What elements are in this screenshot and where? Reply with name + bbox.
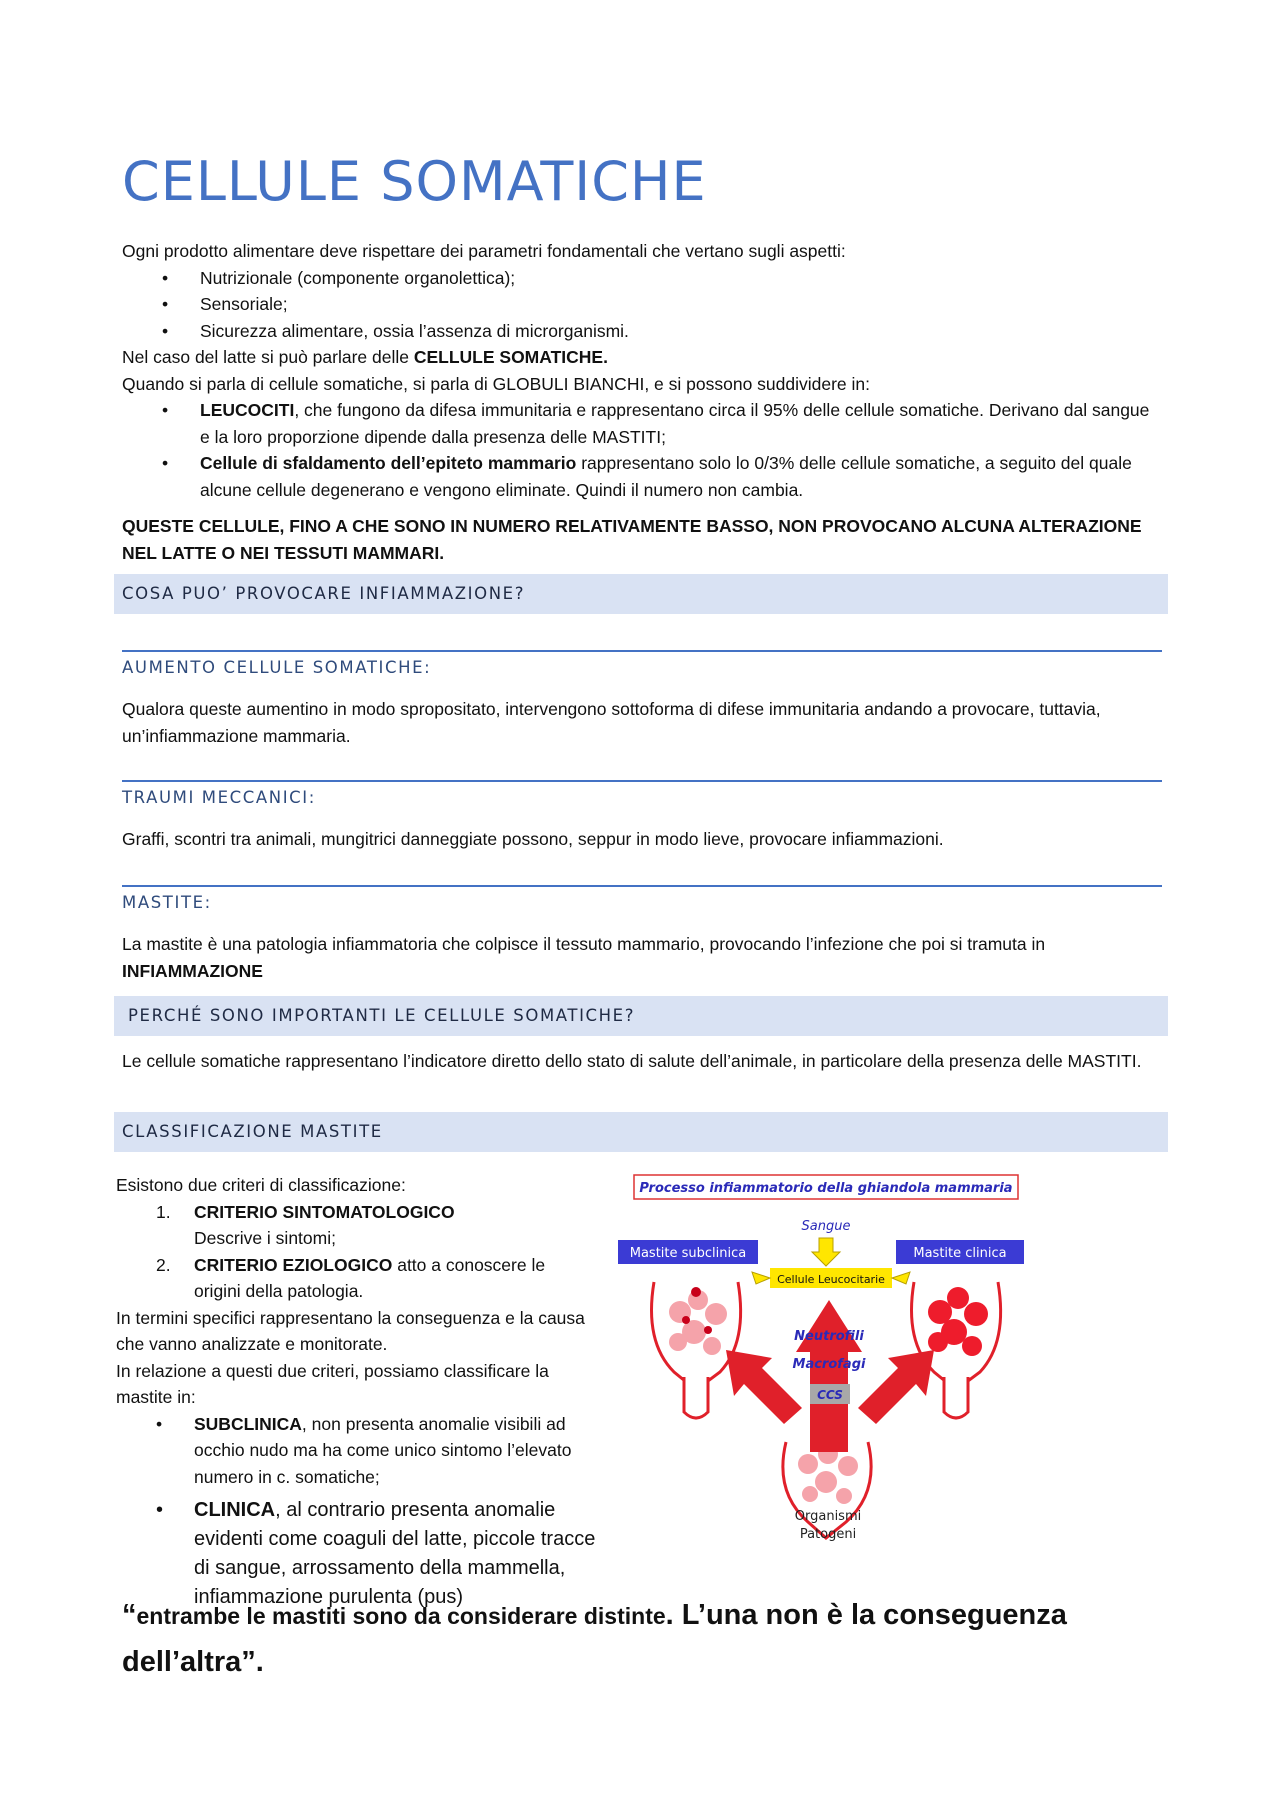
section-band-classification: CLASSIFICAZIONE MASTITE [114,1112,1168,1152]
list-item: • LEUCOCITI, che fungono da difesa immunitaria e rappresentano circa il 95% delle cellule somatiche. Derivano dal sangue e la loro proporzione dipende dalla presenza delle MASTITI; [122,397,1162,450]
importance-text: Le cellule somatiche rappresentano l’indicatore diretto dello stato di salute dell’animale, in particolare della presenza delle MASTITI. [122,1051,1142,1071]
label-ccs: CCS [817,1388,843,1402]
relation-paragraph: In relazione a questi due criteri, possiamo classificare la mastite in: [116,1360,549,1407]
label-patogeni: Patogeni [799,1527,857,1542]
classification-section [116,1172,596,1612]
types-list [122,397,1162,503]
subheading-mastite: MASTITE: [122,893,212,912]
bullet-icon: • [156,1499,164,1521]
section-divider [122,650,1162,652]
udder-right-icon [912,1282,1001,1418]
bullet-icon: • [162,267,169,288]
arrow-up-icon [796,1300,862,1452]
aspects-list [122,265,1162,345]
label-subclinica: Mastite subclinica [629,1246,747,1261]
subheading-aumento: AUMENTO CELLULE SOMATICHE: [122,658,432,677]
section-divider [122,780,1162,782]
list-item: 1. CRITERIO SINTOMATOLOGICO Descrive i sintomi; [156,1201,455,1248]
inflammation-diagram [614,1172,1054,1552]
list-item: • Nutrizionale (componente organolettica); [122,265,1162,292]
aumento-text: Qualora queste aumentino in modo spropositato, intervengono sottoforma di difese immunitaria andando a provocare, tuttavia, un’infiammazione mammaria. [122,699,1101,746]
traumi-text: Graffi, scontri tra animali, mungitrici danneggiate possono, seppur in modo lieve, provocare infiammazioni. [122,829,944,849]
closing-quote: “entrambe le mastiti sono da considerare distinte. L’una non è la conseguenza dell’altra”. [122,1599,1067,1678]
arrow-left-icon [752,1272,770,1284]
diagram-svg [614,1172,1054,1552]
list-item: • Cellule di sfaldamento dell’epiteto mammario rappresentano solo lo 0/3% delle cellule somatiche, a seguito del quale alcune cellule degenerano e vengono eliminate. Quindi il numero non cambia. [122,450,1162,503]
intro-section [122,238,1162,566]
label-leucocitarie: Cellule Leucocitarie [777,1273,885,1286]
intro-lead: Ogni prodotto alimentare deve rispettare dei parametri fondamentali che vertano sugli aspetti: [122,241,846,261]
arrow-right-icon [892,1272,910,1284]
label-neutrofili: Neutrofili [794,1329,864,1344]
bullet-icon: • [162,320,169,341]
label-sangue: Sangue [801,1219,851,1234]
arrow-up-left-icon [726,1350,802,1424]
section-band-importance: PERCHÉ SONO IMPORTANTI LE CELLULE SOMATICHE? [114,996,1168,1036]
list-item: • CLINICA, al contrario presenta anomalie evidenti come coaguli del latte, piccole tracce di sangue, arrossamento della mammella, infiammazione purulenta (pus) [116,1496,596,1612]
label-clinica: Mastite clinica [913,1246,1007,1261]
diagram-title: Processo infiammatorio della ghiandola mammaria [639,1181,1013,1196]
bullet-icon: • [156,1413,163,1434]
explain-paragraph: In termini specifici rappresentano la conseguenza e la causa che vanno analizzate e monitorate. [116,1307,585,1354]
bullet-icon: • [162,453,169,473]
list-item: 2. CRITERIO EZIOLOGICO atto a conoscere le origini della patologia. [156,1254,546,1301]
section-band-inflammation: COSA PUO’ PROVOCARE INFIAMMAZIONE? [114,574,1168,614]
mastite-text: La mastite è una patologia infiammatoria che colpisce il tessuto mammario, provocando l’infezione che poi si tramuta in INFIAMMAZIONE [122,934,1046,981]
list-item: • Sicurezza alimentare, ossia l’assenza di microrganismi. [122,318,1162,345]
list-item: • Sensoriale; [122,291,1162,318]
label-macrofagi: Macrofagi [792,1357,866,1372]
milk-paragraph: Nel caso del latte si può parlare delle CELLULE SOMATICHE. [122,347,608,367]
warning-paragraph: QUESTE CELLULE, FINO A CHE SONO IN NUMERO RELATIVAMENTE BASSO, NON PROVOCANO ALCUNA ALTERAZIONE NEL LATTE O NEI TESSUTI MAMMARI. [122,516,1142,563]
arrow-down-icon [812,1238,840,1266]
udder-left-icon [652,1282,741,1418]
section-divider [122,885,1162,887]
criteria-list [116,1199,596,1305]
bullet-icon: • [162,400,169,420]
subheading-traumi: TRAUMI MECCANICI: [122,788,316,807]
kinds-list [116,1411,596,1613]
list-item: • SUBCLINICA, non presenta anomalie visibili ad occhio nudo ma ha come unico sintomo l’elevato numero in c. somatiche; [116,1411,596,1491]
label-organismi: Organismi [794,1509,862,1524]
division-paragraph: Quando si parla di cellule somatiche, si parla di GLOBULI BIANCHI, e si possono suddividere in: [122,373,871,394]
page-title: CELLULE SOMATICHE [122,150,707,213]
bullet-icon: • [162,294,169,314]
arrow-up-right-icon [858,1350,934,1424]
classification-lead: Esistono due criteri di classificazione: [116,1175,406,1195]
